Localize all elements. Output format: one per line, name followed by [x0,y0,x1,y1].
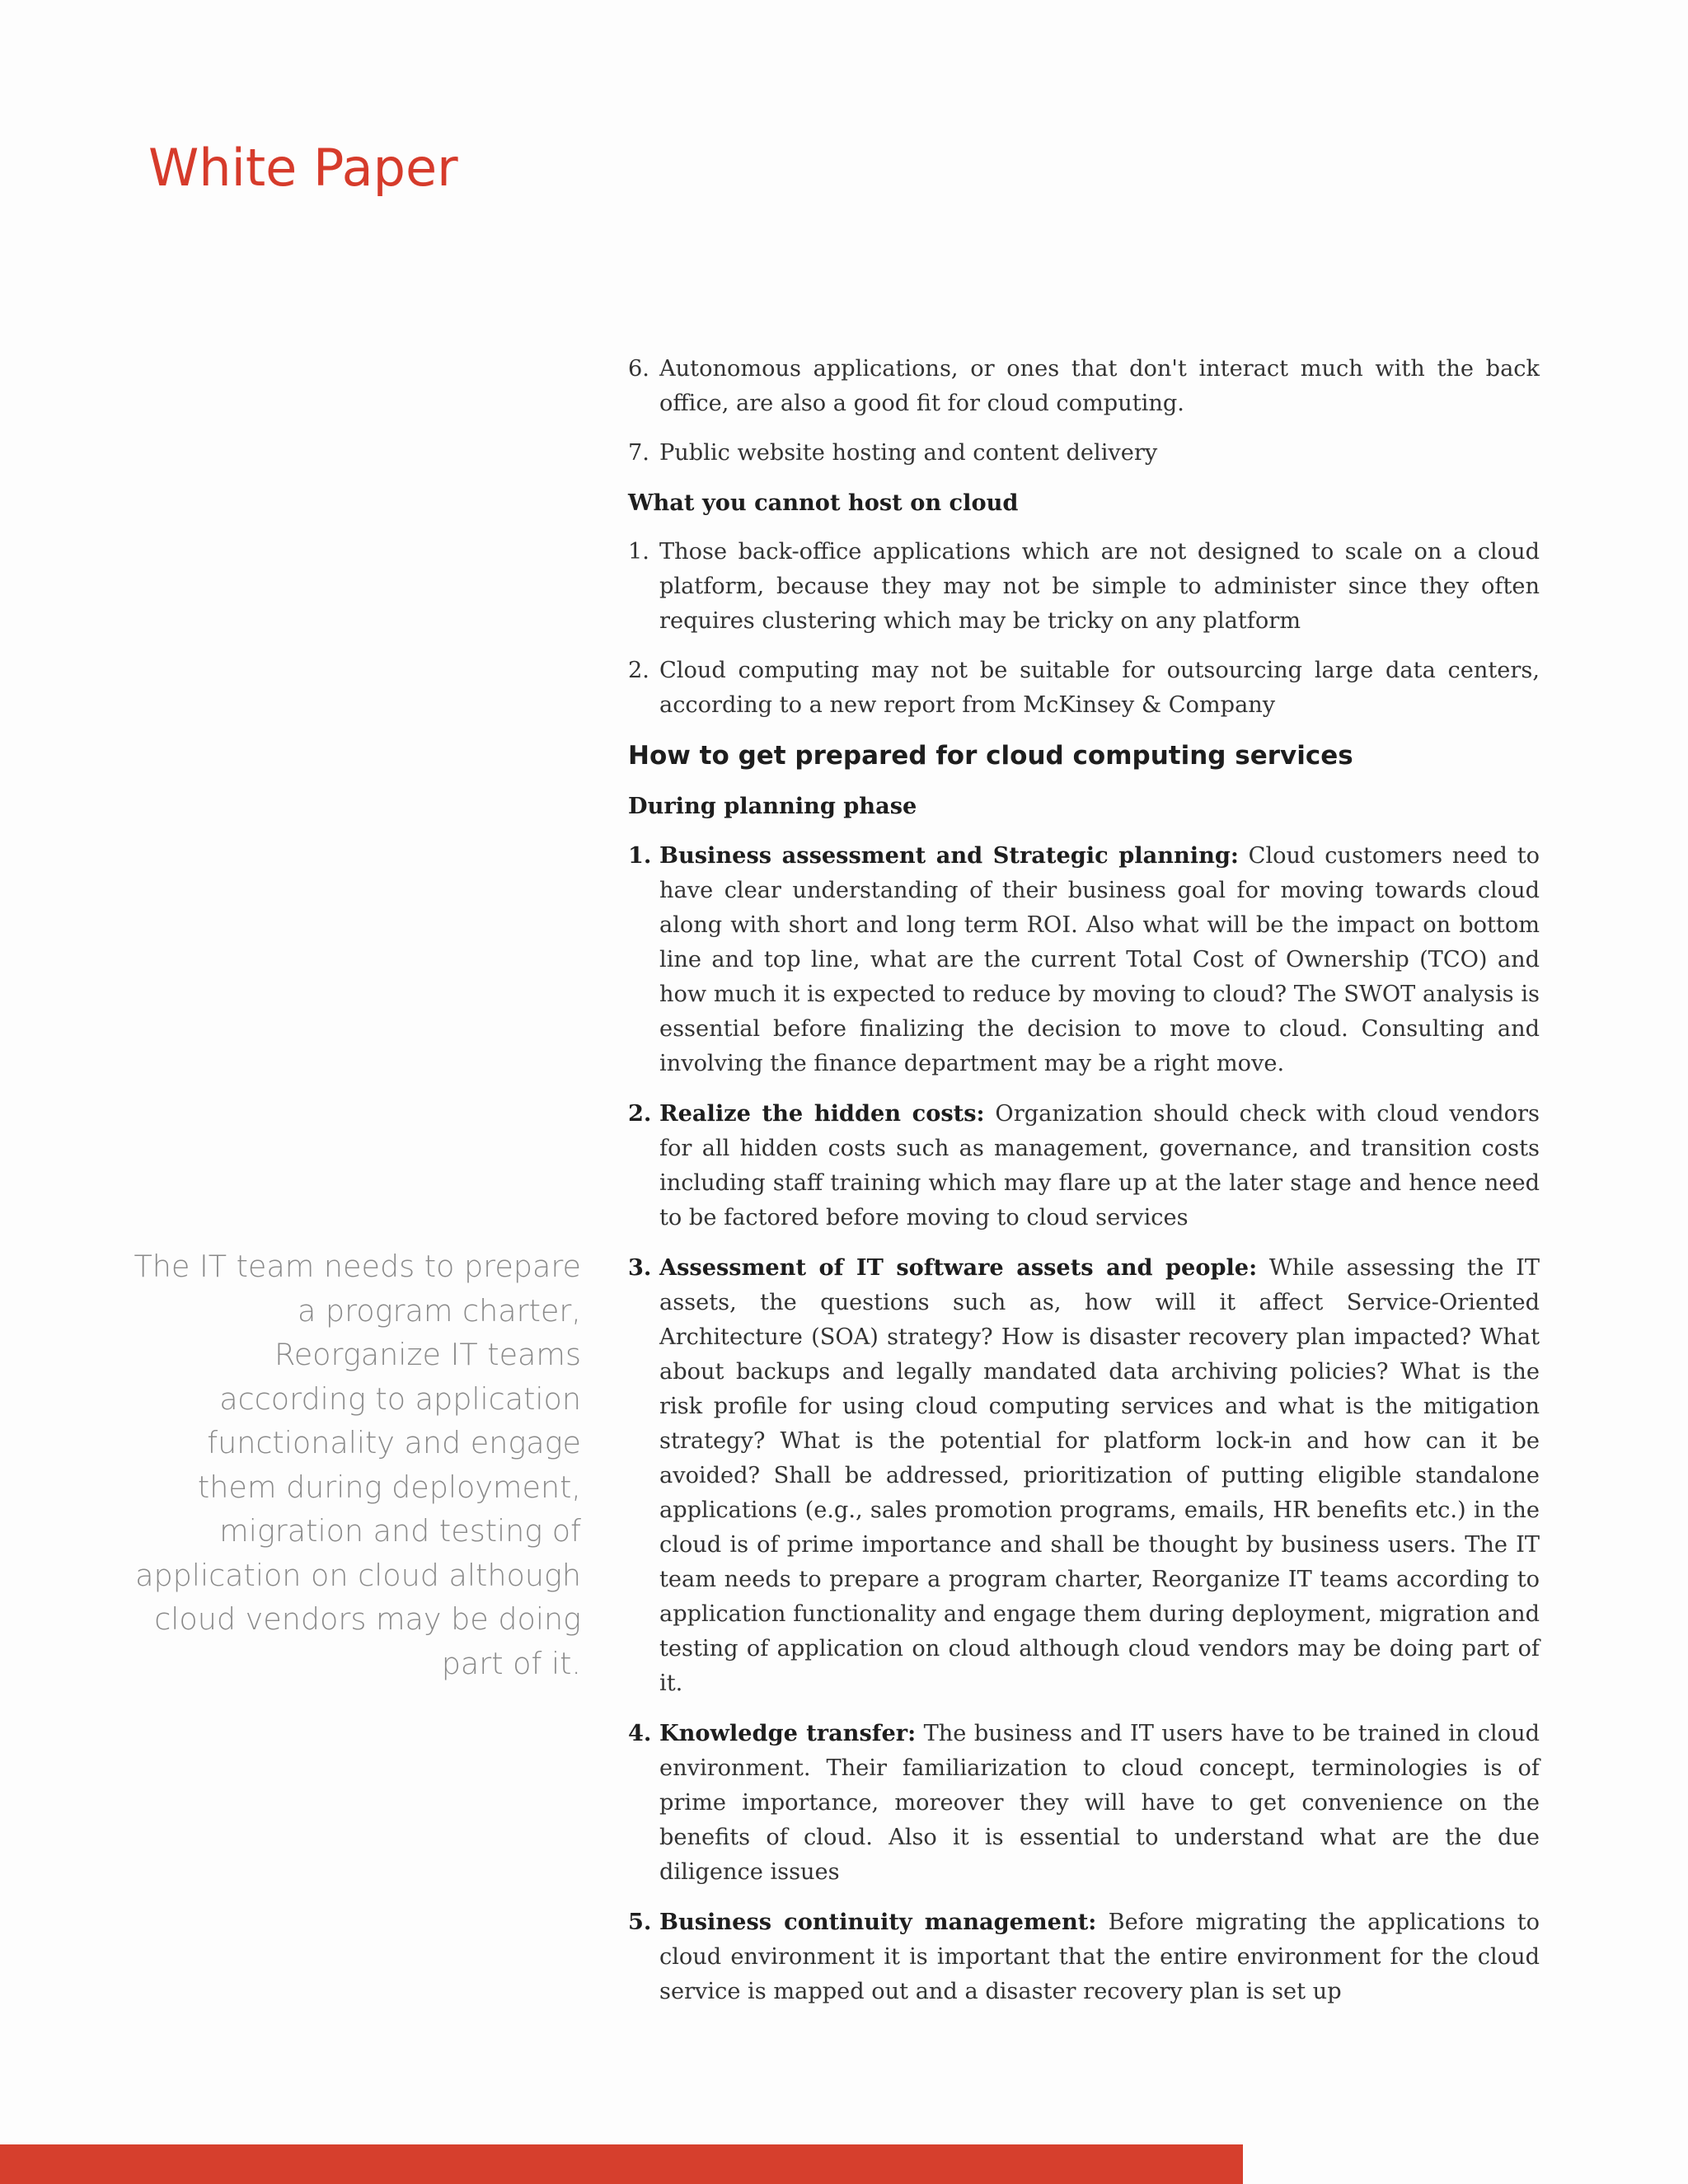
section-title: How to get prepared for cloud computing services [628,741,1353,771]
list-text: Those back-office applications which are not designed to scale on a cloud platform, because they may not be simple to administer since they often requires clustering which may be tricky on any platform [659,539,1540,634]
item-lead: Business continuity management: [659,1909,1097,1935]
list-text: Autonomous applications, or ones that don't interact much with the back office, are also a good fit for cloud computing. [659,356,1540,416]
planning-item [628,1250,1540,1701]
list-text [659,1096,1540,1235]
planning-item [628,1096,1540,1235]
planning-item [628,1716,1540,1890]
list-number: 5. [628,1909,652,1935]
item-body: While assessing the IT assets, the questions such as, how will it affect Service-Oriented Architecture (SOA) strategy? How is disaster recovery plan impacted? What about backups and legally mandated data archiving policies? What is the risk profile for using cloud computing services and what is the mitigation strategy? What is the potential for platform lock-in and how can it be avoided? Shall be addressed, prioritization of putting eligible standalone applications (e.g., sales promotion programs, emails, HR benefits etc.) in the cloud is of prime importance and shall be thought by business users. The IT team needs to prepare a program charter, Reorganize IT teams according to application functionality and engage them during deployment, migration and testing of application on cloud although cloud vendors may be doing part of it. [659,1255,1540,1696]
list-number: 1. [628,539,649,565]
list-text [659,838,1540,1081]
list-number: 2. [628,658,649,683]
item-body: Cloud customers need to have clear understanding of their business goal for moving towards cloud along with short and long term ROI. Also what will be the impact on bottom line and top line, what are the current Total Cost of Ownership (TCO) and how much it is expected to reduce by moving to cloud? The SWOT analysis is essential before finalizing the decision to move to cloud. Consulting and involving the finance department may be a right move. [659,843,1540,1076]
list-text [659,1250,1540,1701]
item-lead: Realize the hidden costs: [659,1100,985,1127]
list-number: 3. [628,1254,652,1281]
item-lead: Business assessment and Strategic planning: [659,842,1239,869]
list-text: Public website hosting and content delivery [659,440,1158,466]
list-number: 4. [628,1720,652,1746]
list-item [628,654,1540,723]
list-number: 7. [628,440,649,466]
list-number: 6. [628,356,649,382]
list-text: Cloud computing may not be suitable for outsourcing large data centers, according to a new report from McKinsey & Company [659,658,1540,718]
list-item [628,352,1540,421]
list-number: 1. [628,842,652,869]
main-content [628,352,1540,2024]
item-lead: Knowledge transfer: [659,1720,917,1746]
list-text [659,1905,1540,2009]
list-text [659,1716,1540,1890]
planning-item [628,1905,1540,2009]
item-body: Before migrating the applications to cloud environment it is important that the entire environment for the cloud service is mapped out and a disaster recovery plan is set up [659,1910,1540,2004]
item-body: Organization should check with cloud vendors for all hidden costs such as management, governance, and transition costs including staff training which may flare up at the later stage and hence need to be factored before moving to cloud services [659,1101,1540,1230]
page-title: White Paper [148,138,458,198]
pull-quote: The IT team needs to prepare a program charter, Reorganize IT teams according to application functionality and engage them during deployment, migration and testing of application on cloud although cloud vendors may be doing part of it. [134,1249,581,1681]
planning-heading: During planning phase [628,793,917,819]
item-body: The business and IT users have to be trained in cloud environment. Their familiarization to cloud concept, terminologies is of prime importance, moreover they will have to get convenience on the benefits of cloud. Also it is essential to understand what are the due diligence issues [659,1721,1540,1885]
cannot-host-heading: What you cannot host on cloud [628,490,1019,516]
footer-accent-bar [0,2144,1243,2184]
planning-item [628,838,1540,1081]
list-item [628,535,1540,639]
list-number: 2. [628,1100,652,1127]
list-item [628,436,1540,471]
item-lead: Assessment of IT software assets and people: [659,1254,1258,1281]
